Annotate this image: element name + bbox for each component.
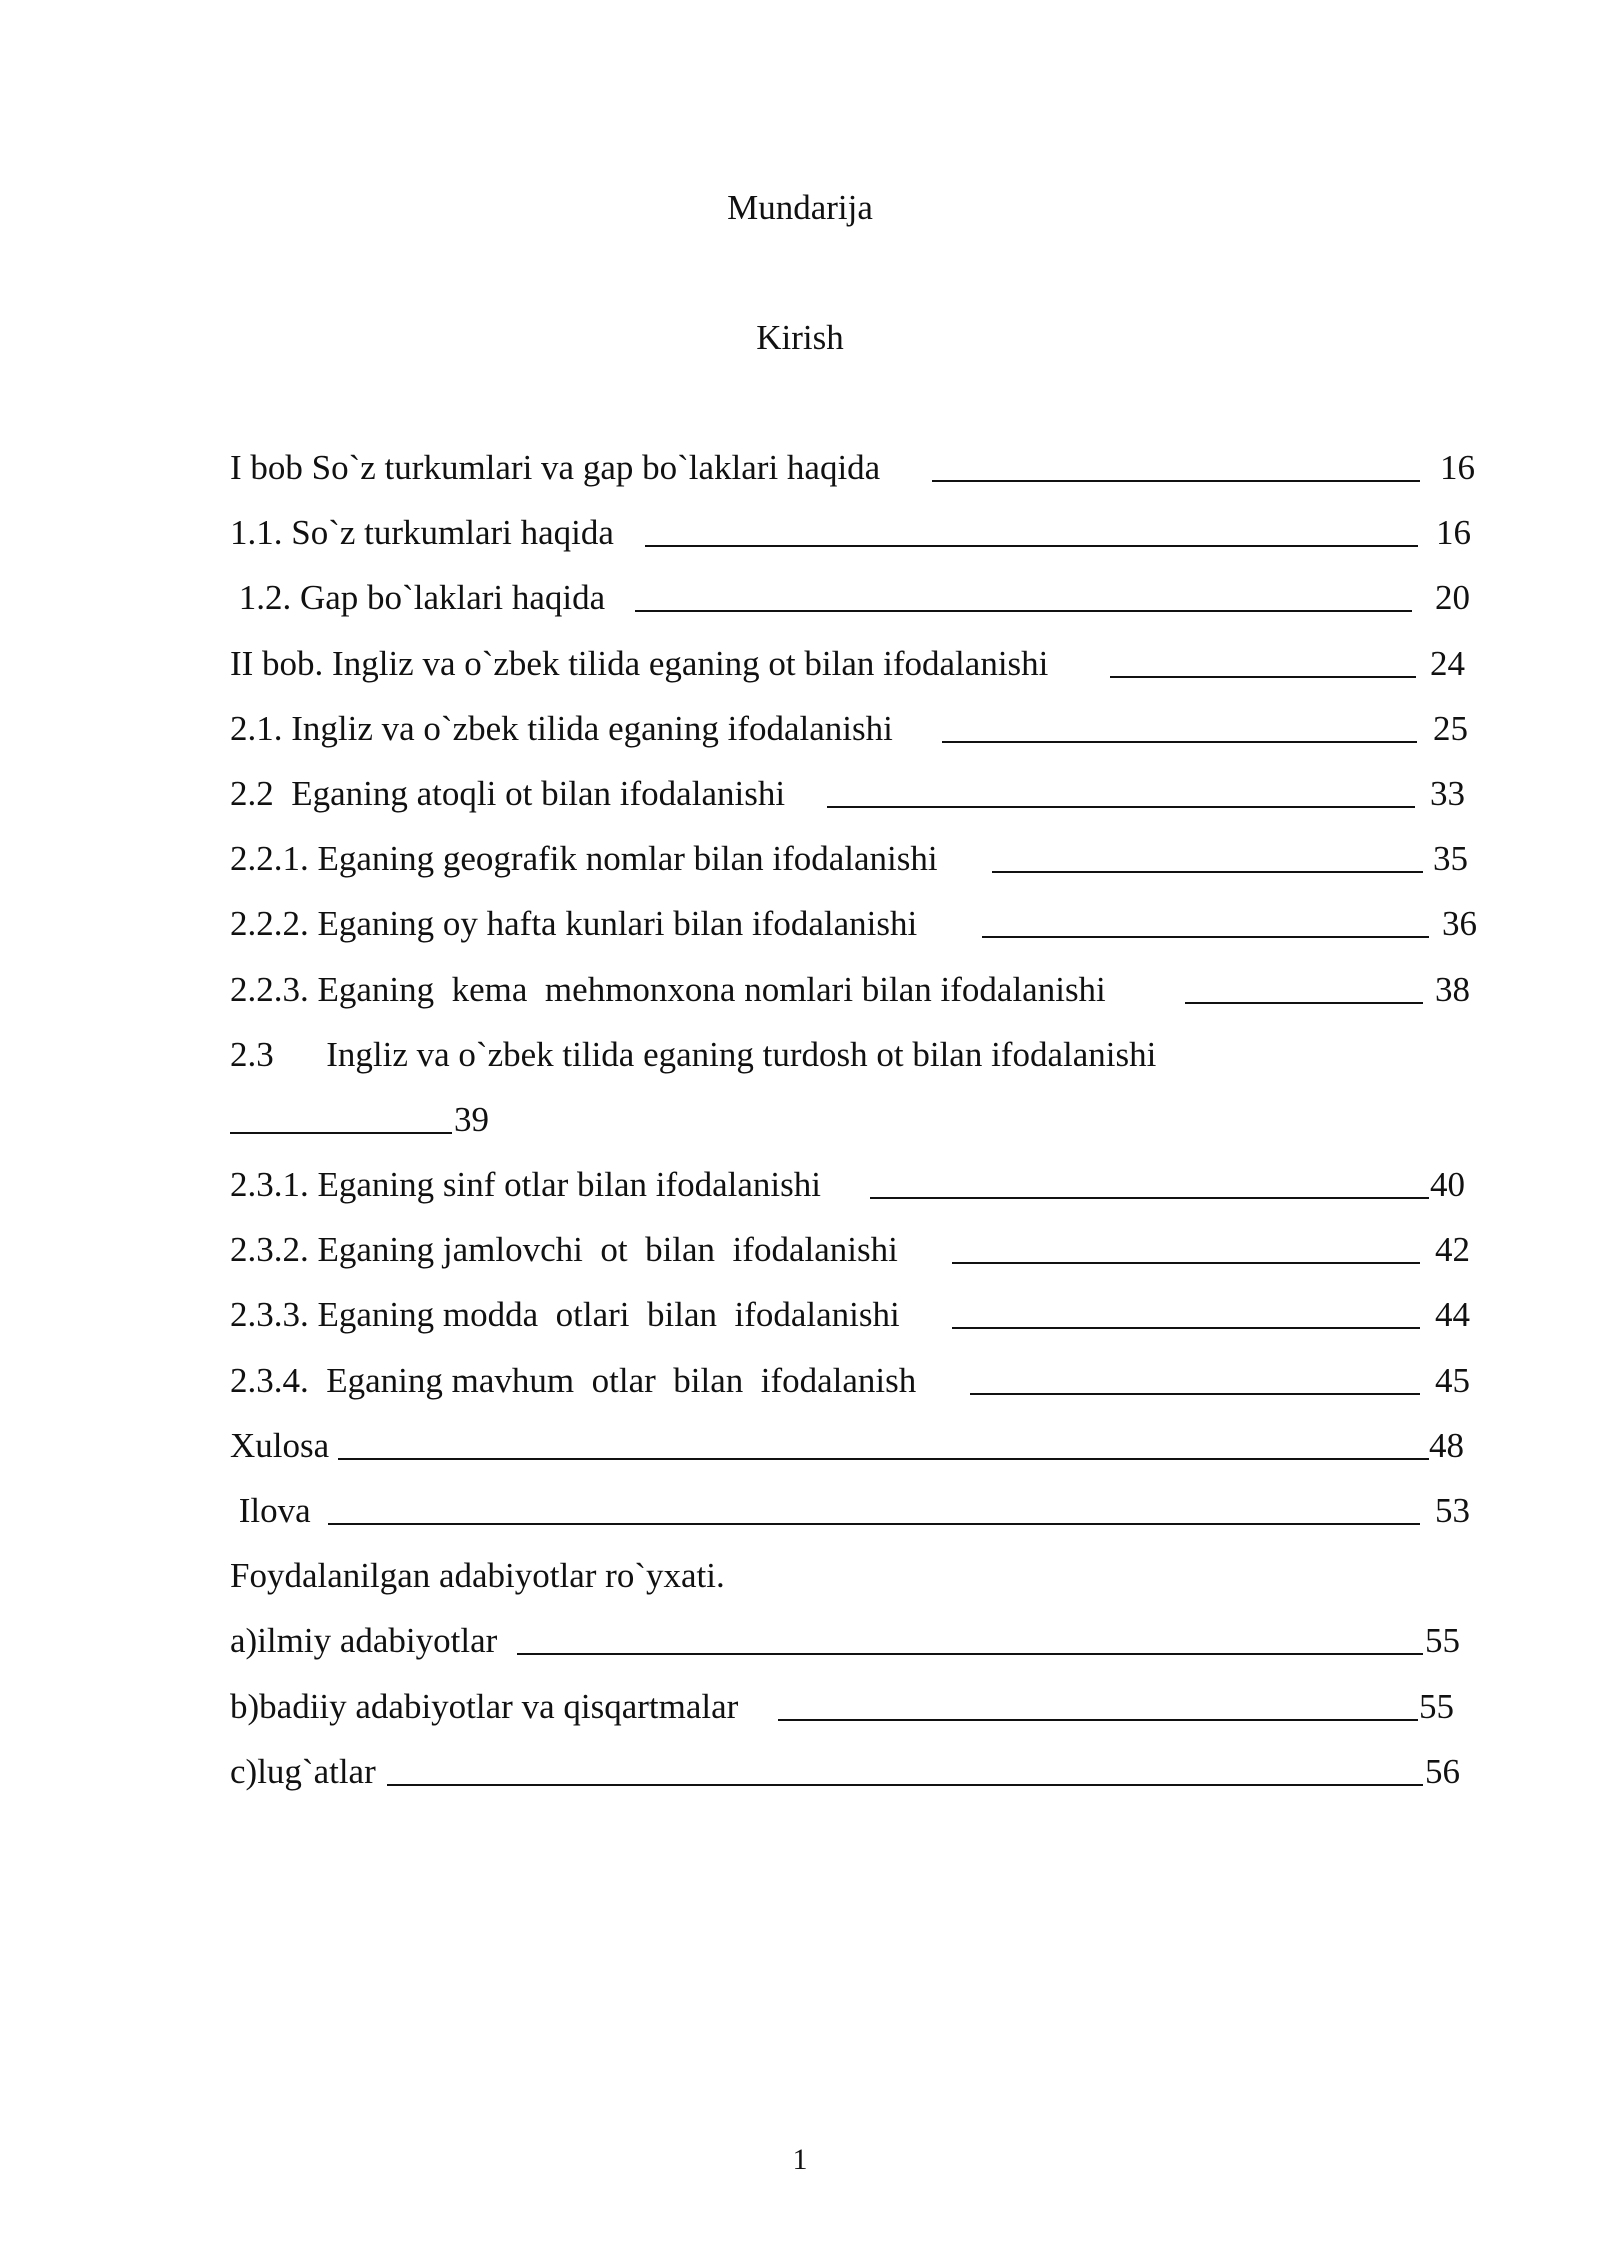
toc-entry-page: 16: [1440, 448, 1475, 487]
toc-entry-page: 20: [1435, 578, 1470, 618]
toc-leader-line: [645, 545, 1418, 547]
toc-entry-page: 16: [1436, 513, 1471, 553]
toc-entry-title: 2.3.3. Eganing modda otlari bilan ifodalanishi: [230, 1295, 900, 1335]
toc-entry-page: 55: [1425, 1621, 1460, 1661]
toc-entry-title: 1.2. Gap bo`laklari haqida: [230, 578, 606, 618]
toc-leader-line: [635, 610, 1412, 612]
toc-entry-title: a)ilmiy adabiyotlar: [230, 1621, 498, 1661]
toc-entry: [230, 774, 1500, 839]
toc-entry-title: 2.1. Ingliz va o`zbek tilida eganing ifodalanishi: [230, 708, 893, 748]
toc-entry-page: 39: [454, 1099, 489, 1139]
toc-entry: [230, 1100, 1500, 1165]
toc-leader-line: [1185, 1002, 1423, 1004]
toc-leader-line: [982, 936, 1429, 938]
page-title: Mundarija: [727, 188, 873, 227]
toc-leader-line: [387, 1784, 1423, 1786]
toc-leader-line: [970, 1393, 1420, 1395]
toc-entry-title: 1.1. So`z turkumlari haqida: [230, 513, 614, 553]
toc-entry: [230, 970, 1500, 1035]
toc-entry: [230, 1556, 1500, 1621]
toc-entry-page: 35: [1433, 839, 1468, 879]
toc-entry-title: Xulosa: [230, 1425, 330, 1465]
toc-entry: [230, 644, 1500, 709]
toc-leader-line: [870, 1197, 1429, 1199]
toc-entry-title: Ilova: [230, 1491, 320, 1530]
toc-entry: [230, 513, 1500, 578]
toc-leader-line: [778, 1719, 1418, 1721]
toc-entry-title: b)badiiy adabiyotlar va qisqartmalar: [230, 1686, 739, 1726]
toc-entry: [230, 1491, 1500, 1556]
toc-leader-line: [932, 480, 1420, 482]
toc-entry-title: II bob. Ingliz va o`zbek tilida eganing ot bilan ifodalanishi: [230, 643, 1049, 683]
toc-entry: [230, 904, 1500, 969]
toc-entry-page: 56: [1425, 1751, 1460, 1791]
toc-entry: [230, 839, 1500, 904]
toc-entry: [230, 1361, 1500, 1426]
toc-entry-page: 44: [1435, 1295, 1470, 1335]
toc-entry-title: I bob So`z turkumlari va gap bo`laklari haqida: [230, 448, 881, 487]
toc-entry: [230, 709, 1500, 774]
toc-entry: [230, 1687, 1500, 1752]
toc-entry: [230, 1426, 1500, 1491]
toc-leader-line: [517, 1653, 1423, 1655]
toc-entry-page: 45: [1435, 1360, 1470, 1400]
toc-entry-title: 2.2.1. Eganing geografik nomlar bilan ifodalanishi: [230, 839, 938, 879]
toc-leader-line: [328, 1523, 1420, 1525]
toc-entry-page: 24: [1430, 643, 1465, 683]
toc-entry-page: 42: [1435, 1230, 1470, 1270]
toc-entry-page: 36: [1442, 904, 1477, 944]
toc-entry-title: 2.2.2. Eganing oy hafta kunlari bilan ifodalanishi: [230, 904, 926, 944]
toc-entry-title: 2.3 Ingliz va o`zbek tilida eganing turdosh ot bilan ifodalanishi: [230, 1034, 1157, 1074]
toc-leader-line: [230, 1132, 452, 1134]
toc-leader-line: [827, 806, 1415, 808]
toc-entry-page: 40: [1430, 1165, 1465, 1205]
toc-entry-page: 25: [1433, 708, 1468, 748]
toc-entry: [230, 1752, 1500, 1817]
toc-entry: [230, 448, 1500, 513]
toc-leader-line: [992, 871, 1423, 873]
toc-entry: [230, 1295, 1500, 1360]
toc-entry: [230, 578, 1500, 643]
toc-entry-title: Foydalanilgan adabiyotlar ro`yxati.: [230, 1556, 725, 1596]
toc-entry: [230, 1165, 1500, 1230]
toc-leader-line: [1110, 676, 1416, 678]
toc-entry: [230, 1621, 1500, 1686]
toc-entry: [230, 1230, 1500, 1295]
toc-entry-title: 2.2 Eganing atoqli ot bilan ifodalanishi: [230, 773, 786, 813]
toc-entry-title: 2.3.4. Eganing mavhum otlar bilan ifodalanish: [230, 1360, 917, 1400]
page-number: 1: [792, 2143, 808, 2176]
toc-entry-title: 2.3.1. Eganing sinf otlar bilan ifodalanishi: [230, 1165, 822, 1205]
toc-entry-page: 55: [1419, 1686, 1454, 1726]
toc-entry-page: 53: [1435, 1491, 1470, 1530]
toc-entry-title: 2.2.3. Eganing kema mehmonxona nomlari bilan ifodalanishi: [230, 969, 1115, 1009]
intro-heading: Kirish: [756, 318, 844, 357]
toc-entry-page: 48: [1429, 1425, 1464, 1465]
toc-entry-title: 2.3.2. Eganing jamlovchi ot bilan ifodalanishi: [230, 1230, 898, 1270]
toc-entry-title: c)lug`atlar: [230, 1751, 376, 1791]
toc-leader-line: [952, 1262, 1420, 1264]
toc-entry: [230, 1035, 1500, 1100]
toc-leader-line: [952, 1327, 1420, 1329]
table-of-contents: [230, 448, 1500, 1817]
toc-leader-line: [338, 1458, 1429, 1460]
toc-entry-page: 38: [1435, 969, 1470, 1009]
toc-entry-page: 33: [1430, 773, 1465, 813]
toc-leader-line: [942, 741, 1417, 743]
